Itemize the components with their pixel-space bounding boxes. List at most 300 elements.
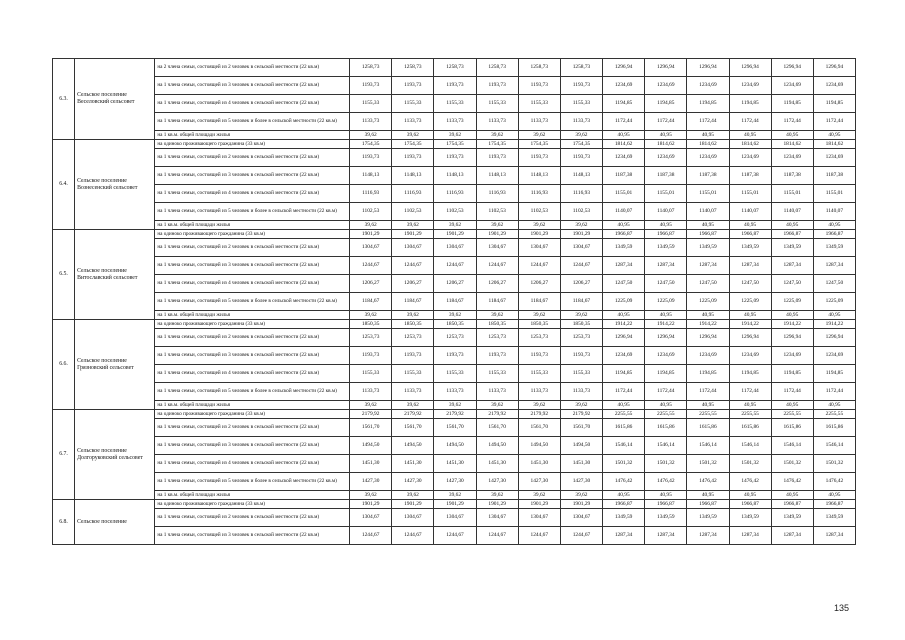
value-cell: 1349,59	[813, 239, 855, 257]
value-cell: 1850,35	[476, 320, 518, 329]
value-cell: 1206,27	[560, 275, 602, 293]
value-cell: 1234,69	[687, 77, 729, 95]
value-cell: 40,95	[771, 311, 813, 320]
value-cell: 1754,35	[560, 140, 602, 149]
value-cell: 1193,73	[350, 347, 392, 365]
value-cell: 1234,69	[603, 347, 645, 365]
value-cell: 2179,92	[518, 410, 560, 419]
value-cell: 1155,33	[434, 365, 476, 383]
value-cell: 39,62	[350, 221, 392, 230]
value-cell: 1561,70	[434, 419, 476, 437]
value-cell: 1253,73	[350, 329, 392, 347]
settlement-name: Сельское поселение	[75, 500, 155, 545]
value-cell: 1184,67	[350, 293, 392, 311]
table-row	[53, 500, 856, 509]
value-cell: 2255,55	[645, 410, 687, 419]
value-cell: 1234,69	[771, 149, 813, 167]
table-row	[53, 221, 856, 230]
row-description: на 1 члена семьи, состоящей из 2 человек в сельской местности (22 кв.м)	[155, 509, 350, 527]
value-cell: 1349,59	[645, 239, 687, 257]
value-cell: 1234,69	[771, 77, 813, 95]
value-cell: 1140,07	[687, 203, 729, 221]
value-cell: 1615,86	[813, 419, 855, 437]
value-cell: 39,62	[476, 221, 518, 230]
value-cell: 1187,38	[771, 167, 813, 185]
value-cell: 1244,67	[476, 527, 518, 545]
value-cell: 1304,67	[392, 239, 434, 257]
settlement-name: Сельское поселение Грязновский сельсовет	[75, 320, 155, 410]
row-description: на 1 кв.м. общей площади жилья	[155, 311, 350, 320]
value-cell: 1193,73	[434, 149, 476, 167]
value-cell: 1966,87	[687, 500, 729, 509]
value-cell: 1501,32	[813, 455, 855, 473]
table-row	[53, 185, 856, 203]
value-cell: 1476,42	[603, 473, 645, 491]
value-cell: 1155,33	[518, 95, 560, 113]
table-row	[53, 491, 856, 500]
value-cell: 1287,34	[645, 527, 687, 545]
value-cell: 1133,73	[434, 113, 476, 131]
value-cell: 1814,62	[687, 140, 729, 149]
value-cell: 40,95	[729, 311, 771, 320]
value-cell: 1193,73	[476, 77, 518, 95]
value-cell: 1296,94	[729, 59, 771, 77]
value-cell: 1914,22	[645, 320, 687, 329]
value-cell: 1184,67	[560, 293, 602, 311]
value-cell: 1155,33	[476, 95, 518, 113]
value-cell: 1615,86	[645, 419, 687, 437]
value-cell: 1133,73	[392, 383, 434, 401]
value-cell: 1194,85	[645, 95, 687, 113]
row-description: на 1 кв.м. общей площади жилья	[155, 221, 350, 230]
value-cell: 39,62	[518, 401, 560, 410]
section-number: 6.4.	[53, 140, 75, 230]
value-cell: 1304,67	[476, 239, 518, 257]
value-cell: 1234,69	[813, 77, 855, 95]
value-cell: 2179,92	[476, 410, 518, 419]
table-row	[53, 329, 856, 347]
value-cell: 1155,33	[434, 95, 476, 113]
value-cell: 39,62	[350, 491, 392, 500]
value-cell: 1966,87	[771, 500, 813, 509]
value-cell: 1193,73	[560, 77, 602, 95]
value-cell: 1193,73	[392, 347, 434, 365]
value-cell: 1901,29	[518, 230, 560, 239]
value-cell: 1140,07	[813, 203, 855, 221]
value-cell: 1193,73	[518, 149, 560, 167]
value-cell: 1155,01	[645, 185, 687, 203]
value-cell: 39,62	[560, 221, 602, 230]
value-cell: 40,95	[687, 221, 729, 230]
value-cell: 1194,85	[771, 95, 813, 113]
value-cell: 1304,67	[476, 509, 518, 527]
value-cell: 40,95	[771, 401, 813, 410]
value-cell: 1966,87	[687, 230, 729, 239]
value-cell: 1193,73	[476, 149, 518, 167]
table-body	[53, 59, 856, 545]
value-cell: 1287,34	[729, 257, 771, 275]
value-cell: 1901,29	[392, 500, 434, 509]
value-cell: 1304,67	[560, 509, 602, 527]
value-cell: 1966,87	[729, 500, 771, 509]
value-cell: 1494,50	[434, 437, 476, 455]
value-cell: 1194,85	[771, 365, 813, 383]
value-cell: 1140,07	[603, 203, 645, 221]
value-cell: 1494,50	[476, 437, 518, 455]
value-cell: 1615,86	[603, 419, 645, 437]
value-cell: 1247,50	[729, 275, 771, 293]
value-cell: 2179,92	[350, 410, 392, 419]
value-cell: 1187,38	[645, 167, 687, 185]
value-cell: 1546,14	[771, 437, 813, 455]
value-cell: 1234,69	[603, 77, 645, 95]
value-cell: 2255,55	[729, 410, 771, 419]
row-description: на 1 члена семьи, состоящей из 5 человек и более в сельской местности (22 кв.м)	[155, 293, 350, 311]
value-cell: 1296,94	[645, 329, 687, 347]
value-cell: 1287,34	[603, 527, 645, 545]
value-cell: 1258,73	[434, 59, 476, 77]
value-cell: 39,62	[350, 131, 392, 140]
value-cell: 1304,67	[518, 239, 560, 257]
value-cell: 1349,59	[603, 509, 645, 527]
value-cell: 1451,30	[476, 455, 518, 473]
value-cell: 1901,29	[434, 230, 476, 239]
value-cell: 2179,92	[434, 410, 476, 419]
table-row	[53, 473, 856, 491]
value-cell: 1914,22	[771, 320, 813, 329]
value-cell: 1194,85	[603, 95, 645, 113]
table-row	[53, 149, 856, 167]
value-cell: 1225,09	[687, 293, 729, 311]
table-row	[53, 140, 856, 149]
value-cell: 1615,86	[771, 419, 813, 437]
value-cell: 39,62	[434, 221, 476, 230]
row-description: на одиноко проживающего гражданина (33 кв.м)	[155, 230, 350, 239]
table-row	[53, 95, 856, 113]
value-cell: 1193,73	[518, 347, 560, 365]
value-cell: 40,95	[603, 401, 645, 410]
table-row	[53, 77, 856, 95]
value-cell: 1102,53	[560, 203, 602, 221]
value-cell: 1133,73	[518, 383, 560, 401]
value-cell: 1155,33	[350, 365, 392, 383]
value-cell: 1966,87	[729, 230, 771, 239]
value-cell: 2255,55	[603, 410, 645, 419]
value-cell: 1850,35	[518, 320, 560, 329]
value-cell: 1561,70	[392, 419, 434, 437]
value-cell: 1296,94	[813, 59, 855, 77]
value-cell: 39,62	[434, 491, 476, 500]
value-cell: 1451,30	[392, 455, 434, 473]
table-row	[53, 311, 856, 320]
value-cell: 1234,69	[813, 149, 855, 167]
value-cell: 39,62	[392, 311, 434, 320]
value-cell: 1253,73	[476, 329, 518, 347]
value-cell: 1451,30	[518, 455, 560, 473]
value-cell: 1184,67	[476, 293, 518, 311]
table-row	[53, 131, 856, 140]
value-cell: 1814,62	[645, 140, 687, 149]
value-cell: 1304,67	[518, 509, 560, 527]
table-row	[53, 455, 856, 473]
value-cell: 1116,93	[434, 185, 476, 203]
value-cell: 40,95	[771, 221, 813, 230]
row-description: на 1 члена семьи, состоящей из 2 человек в сельской местности (22 кв.м)	[155, 329, 350, 347]
value-cell: 1850,35	[392, 320, 434, 329]
value-cell: 1754,35	[518, 140, 560, 149]
value-cell: 40,95	[603, 491, 645, 500]
value-cell: 1225,09	[813, 293, 855, 311]
value-cell: 1102,53	[476, 203, 518, 221]
row-description: на 1 члена семьи, состоящей из 3 человек в сельской местности (22 кв.м)	[155, 527, 350, 545]
value-cell: 1116,93	[560, 185, 602, 203]
value-cell: 1225,09	[645, 293, 687, 311]
value-cell: 39,62	[476, 491, 518, 500]
value-cell: 39,62	[518, 311, 560, 320]
value-cell: 1140,07	[645, 203, 687, 221]
section-number: 6.8.	[53, 500, 75, 545]
value-cell: 1476,42	[645, 473, 687, 491]
value-cell: 39,62	[476, 311, 518, 320]
value-cell: 1194,85	[729, 365, 771, 383]
row-description: на 1 члена семьи, состоящей из 3 человек в сельской местности (22 кв.м)	[155, 437, 350, 455]
value-cell: 1966,87	[603, 500, 645, 509]
settlement-name: Сельское поселение Вознесенский сельсовет	[75, 140, 155, 230]
value-cell: 1244,67	[434, 257, 476, 275]
value-cell: 1754,35	[392, 140, 434, 149]
value-cell: 1148,13	[560, 167, 602, 185]
value-cell: 1304,67	[434, 239, 476, 257]
value-cell: 1494,50	[560, 437, 602, 455]
value-cell: 1234,69	[771, 347, 813, 365]
row-description: на 2 члена семьи, состоящей из 2 человек в сельской местности (22 кв.м)	[155, 59, 350, 77]
value-cell: 1814,62	[603, 140, 645, 149]
value-cell: 1561,70	[476, 419, 518, 437]
value-cell: 2179,92	[560, 410, 602, 419]
value-cell: 39,62	[392, 401, 434, 410]
value-cell: 1155,33	[476, 365, 518, 383]
value-cell: 1187,38	[687, 167, 729, 185]
table-row	[53, 320, 856, 329]
value-cell: 40,95	[813, 131, 855, 140]
value-cell: 1155,33	[350, 95, 392, 113]
value-cell: 1155,01	[603, 185, 645, 203]
value-cell: 1172,44	[603, 113, 645, 131]
value-cell: 40,95	[687, 401, 729, 410]
value-cell: 1234,69	[813, 347, 855, 365]
row-description: на 1 кв.м. общей площади жилья	[155, 131, 350, 140]
value-cell: 1296,94	[687, 329, 729, 347]
value-cell: 1494,50	[518, 437, 560, 455]
table-row	[53, 383, 856, 401]
value-cell: 1253,73	[518, 329, 560, 347]
value-cell: 1501,32	[603, 455, 645, 473]
value-cell: 39,62	[434, 401, 476, 410]
value-cell: 1234,69	[687, 149, 729, 167]
value-cell: 1206,27	[434, 275, 476, 293]
table-row	[53, 293, 856, 311]
table-row	[53, 347, 856, 365]
table-row	[53, 239, 856, 257]
row-description: на 1 члена семьи, состоящей из 4 человек в сельской местности (22 кв.м)	[155, 455, 350, 473]
value-cell: 1561,70	[350, 419, 392, 437]
value-cell: 1287,34	[687, 527, 729, 545]
value-cell: 1172,44	[729, 113, 771, 131]
value-cell: 39,62	[476, 401, 518, 410]
value-cell: 1296,94	[813, 329, 855, 347]
value-cell: 1287,34	[813, 527, 855, 545]
value-cell: 1133,73	[476, 383, 518, 401]
value-cell: 39,62	[560, 311, 602, 320]
value-cell: 1901,29	[476, 230, 518, 239]
value-cell: 1187,38	[813, 167, 855, 185]
value-cell: 1451,30	[560, 455, 602, 473]
table-row	[53, 230, 856, 239]
value-cell: 1476,42	[813, 473, 855, 491]
value-cell: 1194,85	[813, 95, 855, 113]
value-cell: 1901,29	[434, 500, 476, 509]
value-cell: 1304,67	[350, 239, 392, 257]
value-cell: 1914,22	[603, 320, 645, 329]
row-description: на 1 кв.м. общей площади жилья	[155, 401, 350, 410]
value-cell: 1349,59	[729, 239, 771, 257]
value-cell: 1427,30	[350, 473, 392, 491]
value-cell: 1234,69	[645, 347, 687, 365]
settlement-name: Сельское поселение Долгоруковский сельсовет	[75, 410, 155, 500]
value-cell: 40,95	[645, 401, 687, 410]
value-cell: 1133,73	[434, 383, 476, 401]
value-cell: 40,95	[813, 491, 855, 500]
value-cell: 1148,13	[350, 167, 392, 185]
value-cell: 1349,59	[729, 509, 771, 527]
value-cell: 1244,67	[518, 527, 560, 545]
value-cell: 1258,73	[560, 59, 602, 77]
value-cell: 1561,70	[560, 419, 602, 437]
value-cell: 1244,67	[350, 257, 392, 275]
value-cell: 1349,59	[813, 509, 855, 527]
value-cell: 2255,55	[687, 410, 729, 419]
value-cell: 2179,92	[392, 410, 434, 419]
value-cell: 1966,87	[813, 500, 855, 509]
value-cell: 1194,85	[813, 365, 855, 383]
value-cell: 40,95	[687, 491, 729, 500]
value-cell: 1193,73	[560, 149, 602, 167]
value-cell: 1615,86	[729, 419, 771, 437]
value-cell: 1133,73	[518, 113, 560, 131]
value-cell: 1287,34	[603, 257, 645, 275]
value-cell: 1966,87	[813, 230, 855, 239]
value-cell: 1184,67	[434, 293, 476, 311]
value-cell: 1133,73	[392, 113, 434, 131]
value-cell: 1349,59	[687, 509, 729, 527]
value-cell: 1494,50	[392, 437, 434, 455]
value-cell: 1234,69	[645, 149, 687, 167]
row-description: на 1 члена семьи, состоящей из 5 человек и более в сельской местности (22 кв.м)	[155, 113, 350, 131]
row-description: на 1 члена семьи, состоящей из 5 человек и более в сельской местности (22 кв.м)	[155, 383, 350, 401]
value-cell: 40,95	[729, 221, 771, 230]
value-cell: 1296,94	[645, 59, 687, 77]
row-description: на 1 члена семьи, состоящей из 3 человек в сельской местности (22 кв.м)	[155, 77, 350, 95]
value-cell: 1501,32	[687, 455, 729, 473]
value-cell: 40,95	[813, 221, 855, 230]
value-cell: 1287,34	[729, 527, 771, 545]
value-cell: 1244,67	[392, 257, 434, 275]
value-cell: 1901,29	[350, 230, 392, 239]
value-cell: 1349,59	[687, 239, 729, 257]
row-description: на одиноко проживающего гражданина (33 кв.м)	[155, 140, 350, 149]
value-cell: 40,95	[771, 131, 813, 140]
row-description: на 1 члена семьи, состоящей из 5 человек и более в сельской местности (22 кв.м)	[155, 473, 350, 491]
value-cell: 39,62	[560, 131, 602, 140]
table-row	[53, 167, 856, 185]
row-description: на 1 члена семьи, состоящей из 5 человек и более в сельской местности (22 кв.м)	[155, 203, 350, 221]
value-cell: 40,95	[813, 401, 855, 410]
section-number: 6.7.	[53, 410, 75, 500]
value-cell: 1546,14	[645, 437, 687, 455]
row-description: на одиноко проживающего гражданина (33 кв.м)	[155, 410, 350, 419]
value-cell: 40,95	[687, 131, 729, 140]
value-cell: 1194,85	[687, 95, 729, 113]
value-cell: 1850,35	[560, 320, 602, 329]
value-cell: 1116,93	[518, 185, 560, 203]
value-cell: 1148,13	[476, 167, 518, 185]
value-cell: 40,95	[645, 221, 687, 230]
value-cell: 1206,27	[476, 275, 518, 293]
value-cell: 1901,29	[476, 500, 518, 509]
value-cell: 1296,94	[603, 59, 645, 77]
value-cell: 1172,44	[645, 113, 687, 131]
value-cell: 1901,29	[560, 500, 602, 509]
value-cell: 1225,09	[603, 293, 645, 311]
value-cell: 1102,53	[392, 203, 434, 221]
table-row	[53, 410, 856, 419]
table-row	[53, 257, 856, 275]
table-row	[53, 437, 856, 455]
table-row	[53, 59, 856, 77]
value-cell: 1172,44	[813, 113, 855, 131]
value-cell: 39,62	[434, 131, 476, 140]
value-cell: 1155,01	[771, 185, 813, 203]
value-cell: 40,95	[813, 311, 855, 320]
value-cell: 1148,13	[434, 167, 476, 185]
value-cell: 1304,67	[560, 239, 602, 257]
tariff-table-container	[52, 58, 856, 582]
row-description: на 1 члена семьи, состоящей из 4 человек в сельской местности (22 кв.м)	[155, 365, 350, 383]
table-row	[53, 203, 856, 221]
value-cell: 1966,87	[771, 230, 813, 239]
value-cell: 1193,73	[350, 77, 392, 95]
value-cell: 1155,33	[518, 365, 560, 383]
value-cell: 1172,44	[729, 383, 771, 401]
value-cell: 40,95	[603, 131, 645, 140]
value-cell: 1172,44	[687, 113, 729, 131]
row-description: на 1 члена семьи, состоящей из 2 человек в сельской местности (22 кв.м)	[155, 149, 350, 167]
value-cell: 39,62	[560, 401, 602, 410]
value-cell: 1247,50	[645, 275, 687, 293]
value-cell: 1187,38	[603, 167, 645, 185]
value-cell: 40,95	[603, 311, 645, 320]
value-cell: 2255,55	[771, 410, 813, 419]
value-cell: 1546,14	[729, 437, 771, 455]
value-cell: 1184,67	[392, 293, 434, 311]
value-cell: 1814,62	[771, 140, 813, 149]
value-cell: 1304,67	[392, 509, 434, 527]
value-cell: 39,62	[476, 131, 518, 140]
value-cell: 1234,69	[729, 149, 771, 167]
value-cell: 1193,73	[518, 77, 560, 95]
value-cell: 1234,69	[729, 347, 771, 365]
table-row	[53, 509, 856, 527]
